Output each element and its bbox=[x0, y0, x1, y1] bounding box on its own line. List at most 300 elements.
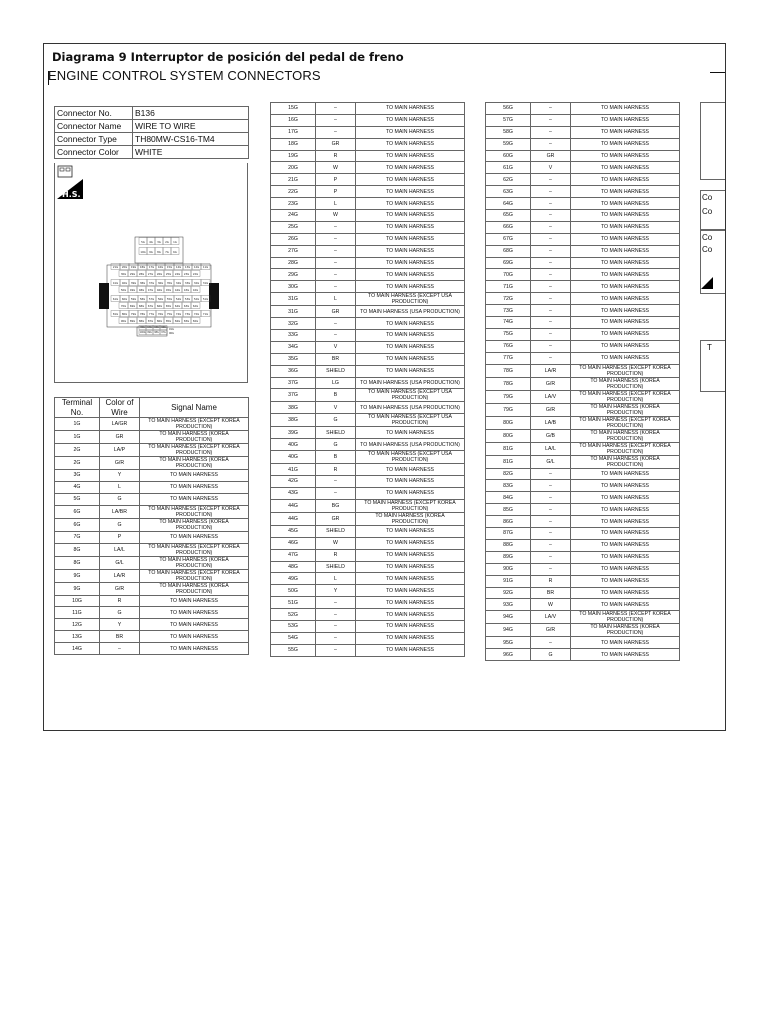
terminal-cell: 10G bbox=[55, 595, 100, 607]
wire-color-cell: R bbox=[531, 575, 571, 587]
pin-label: 89G bbox=[129, 320, 136, 323]
wire-color-cell: R bbox=[316, 549, 356, 561]
pin-label: 60G bbox=[121, 298, 128, 301]
signal-name-cell: TO MAIN HARNESS bbox=[571, 480, 680, 492]
terminal-cell: 1G bbox=[55, 418, 100, 431]
wire-color-cell: BR bbox=[100, 631, 140, 643]
signal-name-cell: TO MAIN HARNESS (KOREA PRODUCTION) bbox=[140, 457, 249, 470]
pin-label: 14G bbox=[175, 266, 182, 269]
terminal-cell: 5G bbox=[55, 493, 100, 505]
wire-color-cell: – bbox=[531, 221, 571, 233]
terminal-cell: 84G bbox=[486, 492, 531, 504]
terminal-cell: 77G bbox=[486, 352, 531, 364]
wire-color-cell: LA/V bbox=[531, 611, 571, 624]
signal-name-cell: TO MAIN HARNESS bbox=[356, 487, 465, 499]
terminal-cell: 71G bbox=[486, 281, 531, 293]
wire-color-cell: – bbox=[531, 563, 571, 575]
pin-label: 57G bbox=[148, 298, 155, 301]
cut-off-table bbox=[700, 340, 726, 392]
terminal-cell: 16G bbox=[271, 114, 316, 126]
pin-label: 72G bbox=[193, 313, 200, 316]
signal-name-cell: TO MAIN HARNESS (EXCEPT USA PRODUCTION) bbox=[356, 451, 465, 464]
table-row bbox=[486, 624, 680, 637]
terminal-cell: 70G bbox=[486, 269, 531, 281]
pin-label: 6G bbox=[173, 251, 177, 254]
page-title-spanish: Diagrama 9 Interruptor de posición del pedal de freno bbox=[52, 50, 404, 64]
table-row bbox=[486, 245, 680, 257]
terminal-header: Terminal No. bbox=[55, 398, 100, 418]
pin-label: 16G bbox=[157, 266, 164, 269]
wire-color-cell: Y bbox=[100, 470, 140, 482]
table-row bbox=[55, 595, 249, 607]
signal-name-cell: TO MAIN HARNESS (EXCEPT KOREA PRODUCTION) bbox=[140, 569, 249, 582]
wire-color-cell: – bbox=[316, 257, 356, 269]
terminal-cell: 81G bbox=[486, 455, 531, 468]
signal-name-cell: TO MAIN HARNESS bbox=[356, 221, 465, 233]
signal-name-cell: TO MAIN HARNESS bbox=[571, 587, 680, 599]
table-row bbox=[55, 631, 249, 643]
wire-color-cell: SHIELD bbox=[316, 525, 356, 537]
terminal-cell: 92G bbox=[486, 587, 531, 599]
wire-color-cell: – bbox=[531, 340, 571, 352]
signal-name-cell: TO MAIN HARNESS bbox=[356, 103, 465, 115]
terminal-cell: 89G bbox=[486, 551, 531, 563]
info-label: Connector Color bbox=[55, 146, 133, 159]
terminal-cell: 8G bbox=[55, 543, 100, 556]
table-row bbox=[271, 499, 465, 512]
terminal-cell: 49G bbox=[271, 573, 316, 585]
terminal-cell: 41G bbox=[271, 464, 316, 476]
wire-color-cell: – bbox=[316, 233, 356, 245]
wire-color-cell: – bbox=[316, 221, 356, 233]
wire-color-cell: – bbox=[316, 476, 356, 488]
pin-label: 30G bbox=[120, 273, 127, 276]
table-row bbox=[271, 451, 465, 464]
signal-name-cell: TO MAIN HARNESS bbox=[140, 631, 249, 643]
wire-color-cell: LA/BR bbox=[100, 505, 140, 518]
wire-color-cell: – bbox=[531, 293, 571, 305]
connector-info-row bbox=[55, 107, 249, 120]
wire-color-cell: R bbox=[100, 595, 140, 607]
table-row bbox=[271, 162, 465, 174]
wire-color-cell: – bbox=[316, 609, 356, 621]
terminal-cell: 80G bbox=[486, 429, 531, 442]
table-row bbox=[486, 468, 680, 480]
signal-name-cell: TO MAIN HARNESS (KOREA PRODUCTION) bbox=[571, 403, 680, 416]
signal-name-cell: TO MAIN HARNESS bbox=[571, 539, 680, 551]
signal-name-cell: TO MAIN HARNESS bbox=[571, 126, 680, 138]
pin-label: 66G bbox=[156, 305, 163, 308]
terminal-cell: 75G bbox=[486, 328, 531, 340]
connector-info-row bbox=[55, 120, 249, 133]
signal-name-cell: TO MAIN HARNESS bbox=[356, 330, 465, 342]
table-row bbox=[486, 516, 680, 528]
table-row bbox=[486, 138, 680, 150]
signal-name-cell: TO MAIN HARNESS bbox=[356, 114, 465, 126]
pin-label: 78G bbox=[139, 313, 146, 316]
table-row bbox=[486, 233, 680, 245]
wire-color-cell: – bbox=[531, 114, 571, 126]
wire-color-cell: G bbox=[316, 414, 356, 427]
signal-name-cell: TO MAIN HARNESS (EXCEPT KOREA PRODUCTION) bbox=[571, 611, 680, 624]
terminal-cell: 61G bbox=[486, 162, 531, 174]
terminal-cell: 69G bbox=[486, 257, 531, 269]
signal-name-cell: TO MAIN HARNESS bbox=[356, 257, 465, 269]
signal-name-cell: TO MAIN HARNESS bbox=[356, 138, 465, 150]
wire-color-cell: LA/L bbox=[100, 543, 140, 556]
wire-color-cell: – bbox=[531, 126, 571, 138]
wire-color-cell: LA/V bbox=[531, 390, 571, 403]
signal-name-cell: TO MAIN HARNESS bbox=[356, 198, 465, 210]
pin-label: 23G bbox=[183, 273, 190, 276]
table-row bbox=[271, 293, 465, 306]
wire-color-cell: SHIELD bbox=[316, 365, 356, 377]
signal-name-cell: TO MAIN HARNESS bbox=[571, 649, 680, 661]
pin-label: 46G bbox=[156, 289, 163, 292]
table-row bbox=[486, 377, 680, 390]
table-row bbox=[486, 551, 680, 563]
pin-label: 74G bbox=[175, 313, 182, 316]
table-row bbox=[271, 174, 465, 186]
terminal-cell: 82G bbox=[486, 468, 531, 480]
signal-name-cell: TO MAIN HARNESS (KOREA PRODUCTION) bbox=[140, 431, 249, 444]
signal-name-cell: TO MAIN HARNESS bbox=[356, 561, 465, 573]
pin-label: 48G bbox=[138, 289, 145, 292]
pin-label: 45G bbox=[165, 289, 172, 292]
wire-color-cell: L bbox=[316, 198, 356, 210]
wire-color-cell: – bbox=[531, 551, 571, 563]
cut-off-text: T bbox=[707, 343, 712, 352]
terminal-cell: 4G bbox=[55, 481, 100, 493]
pin-label: 64G bbox=[174, 305, 181, 308]
signal-name-cell: TO MAIN HARNESS bbox=[356, 210, 465, 222]
terminal-cell: 40G bbox=[271, 451, 316, 464]
pin-label: 1G bbox=[173, 241, 177, 244]
pin-label: 84G bbox=[174, 320, 181, 323]
wire-color-cell: – bbox=[531, 528, 571, 540]
pin-label: 12G bbox=[193, 266, 200, 269]
wire-color-cell: G bbox=[100, 607, 140, 619]
signal-name-cell: TO MAIN HARNESS bbox=[356, 620, 465, 632]
table-row bbox=[486, 575, 680, 587]
wire-color-cell: P bbox=[316, 186, 356, 198]
table-row bbox=[486, 174, 680, 186]
table-row bbox=[271, 306, 465, 318]
wire-color-cell: – bbox=[316, 487, 356, 499]
table-row bbox=[486, 293, 680, 305]
table-row bbox=[55, 518, 249, 531]
pin-label: 71G bbox=[202, 313, 209, 316]
wire-color-cell: – bbox=[531, 492, 571, 504]
table-row bbox=[271, 186, 465, 198]
terminal-cell: 74G bbox=[486, 317, 531, 329]
pin-label: 69G bbox=[129, 305, 136, 308]
signal-name-cell: TO MAIN HARNESS bbox=[356, 318, 465, 330]
pin-label: 33G bbox=[184, 282, 191, 285]
signal-name-cell: TO MAIN HARNESS (KOREA PRODUCTION) bbox=[140, 582, 249, 595]
pin-label: 65G bbox=[165, 305, 172, 308]
signal-name-cell: TO MAIN HARNESS (KOREA PRODUCTION) bbox=[140, 556, 249, 569]
signal-name-cell: TO MAIN HARNESS bbox=[140, 531, 249, 543]
pin-label: 18G bbox=[139, 266, 146, 269]
terminal-cell: 12G bbox=[55, 619, 100, 631]
terminal-cell: 46G bbox=[271, 537, 316, 549]
signal-name-cell: TO MAIN HARNESS (EXCEPT KOREA PRODUCTION) bbox=[356, 499, 465, 512]
table-row bbox=[55, 481, 249, 493]
wire-color-cell: W bbox=[316, 162, 356, 174]
terminal-cell: 3G bbox=[55, 470, 100, 482]
table-row bbox=[271, 464, 465, 476]
table-row bbox=[55, 619, 249, 631]
wire-color-cell: – bbox=[316, 103, 356, 115]
signal-name-cell: TO MAIN HARNESS (USA PRODUCTION) bbox=[356, 402, 465, 414]
pin-label: 85G bbox=[165, 320, 172, 323]
table-row bbox=[55, 431, 249, 444]
terminal-cell: 22G bbox=[271, 186, 316, 198]
signal-name-cell: TO MAIN HARNESS bbox=[356, 609, 465, 621]
signal-name-cell: TO MAIN HARNESS bbox=[356, 150, 465, 162]
connector-info-row bbox=[55, 133, 249, 146]
terminal-cell: 23G bbox=[271, 198, 316, 210]
pin-label: 79G bbox=[130, 313, 137, 316]
signal-name-cell: TO MAIN HARNESS (EXCEPT KOREA PRODUCTION) bbox=[571, 442, 680, 455]
wire-color-cell: Y bbox=[316, 585, 356, 597]
table-row bbox=[271, 138, 465, 150]
pin-label: 21G bbox=[112, 266, 119, 269]
signal-name-cell: TO MAIN HARNESS bbox=[571, 281, 680, 293]
wire-color-cell: B bbox=[316, 451, 356, 464]
signal-name-cell: TO MAIN HARNESS bbox=[571, 516, 680, 528]
wire-color-cell: – bbox=[100, 643, 140, 655]
info-value: B136 bbox=[133, 107, 249, 120]
terminal-cell: 90G bbox=[486, 563, 531, 575]
signal-name-cell: TO MAIN HARNESS bbox=[356, 186, 465, 198]
signal-name-cell: TO MAIN HARNESS bbox=[140, 493, 249, 505]
pin-label: 62G bbox=[192, 305, 199, 308]
table-row bbox=[271, 126, 465, 138]
signal-name-cell: TO MAIN HARNESS (KOREA PRODUCTION) bbox=[571, 429, 680, 442]
wire-color-cell: – bbox=[531, 245, 571, 257]
table-row bbox=[486, 539, 680, 551]
terminal-cell: 6G bbox=[55, 518, 100, 531]
pin-label: 2G bbox=[165, 241, 169, 244]
signal-name-cell: TO MAIN HARNESS bbox=[356, 476, 465, 488]
signal-name-cell: TO MAIN HARNESS bbox=[356, 245, 465, 257]
signal-name-cell: TO MAIN HARNESS bbox=[571, 138, 680, 150]
table-row bbox=[271, 512, 465, 525]
wire-color-cell: G/R bbox=[531, 624, 571, 637]
terminal-cell: 88G bbox=[486, 539, 531, 551]
table-row bbox=[486, 221, 680, 233]
signal-name-cell: TO MAIN HARNESS (EXCEPT KOREA PRODUCTION) bbox=[571, 390, 680, 403]
table-row bbox=[271, 221, 465, 233]
wire-color-cell: – bbox=[316, 281, 356, 293]
wire-color-cell: – bbox=[531, 257, 571, 269]
table-row bbox=[486, 504, 680, 516]
pin-label: 25G bbox=[165, 273, 172, 276]
pin-label: 75G bbox=[166, 313, 173, 316]
signal-name-cell: TO MAIN HARNESS bbox=[571, 575, 680, 587]
table-row bbox=[486, 587, 680, 599]
pin-label: 17G bbox=[148, 266, 155, 269]
wire-color-cell: – bbox=[316, 269, 356, 281]
terminal-cell: 39G bbox=[271, 427, 316, 439]
terminal-cell: 27G bbox=[271, 245, 316, 257]
table-row bbox=[486, 126, 680, 138]
signal-name-cell: TO MAIN HARNESS bbox=[571, 174, 680, 186]
wire-color-cell: – bbox=[531, 269, 571, 281]
pin-label: 51G bbox=[202, 298, 209, 301]
signal-name-cell: TO MAIN HARNESS bbox=[571, 221, 680, 233]
signal-name-cell: TO MAIN HARNESS bbox=[571, 528, 680, 540]
pin-label: 24G bbox=[174, 273, 181, 276]
pin-label: 68G bbox=[138, 305, 145, 308]
signal-name-cell: TO MAIN HARNESS (EXCEPT KOREA PRODUCTION) bbox=[571, 364, 680, 377]
wire-color-cell: W bbox=[531, 599, 571, 611]
info-value: WIRE TO WIRE bbox=[133, 120, 249, 133]
wire-color-cell: P bbox=[100, 531, 140, 543]
signal-name-cell: TO MAIN HARNESS bbox=[356, 597, 465, 609]
wire-color-cell: – bbox=[531, 138, 571, 150]
signal-name-cell: TO MAIN HARNESS bbox=[356, 269, 465, 281]
pin-label: 88G bbox=[138, 320, 145, 323]
table-row bbox=[271, 402, 465, 414]
pin-label: 7G bbox=[165, 251, 169, 254]
cut-off-text: Co bbox=[702, 193, 713, 202]
table-row bbox=[271, 487, 465, 499]
table-row bbox=[271, 318, 465, 330]
wire-color-cell: – bbox=[531, 103, 571, 115]
wire-color-cell: GR bbox=[316, 138, 356, 150]
pin-label: 13G bbox=[184, 266, 191, 269]
table-row bbox=[271, 585, 465, 597]
signal-name-cell: TO MAIN HARNESS (KOREA PRODUCTION) bbox=[571, 455, 680, 468]
table-row bbox=[55, 457, 249, 470]
cut-off-text: Co bbox=[702, 207, 713, 216]
signal-name-cell: TO MAIN HARNESS (KOREA PRODUCTION) bbox=[571, 624, 680, 637]
signal-name-cell: TO MAIN HARNESS bbox=[356, 464, 465, 476]
terminal-cell: 65G bbox=[486, 210, 531, 222]
signal-name-cell: TO MAIN HARNESS bbox=[571, 245, 680, 257]
signal-name-cell: TO MAIN HARNESS bbox=[571, 114, 680, 126]
wire-color-cell: G bbox=[100, 518, 140, 531]
wire-color-cell: R bbox=[316, 150, 356, 162]
wire-color-cell: LA/R bbox=[100, 569, 140, 582]
wire-color-cell: – bbox=[531, 210, 571, 222]
signal-name-cell: TO MAIN HARNESS bbox=[356, 233, 465, 245]
table-row bbox=[486, 599, 680, 611]
pin-label: 52G bbox=[193, 298, 200, 301]
signal-name-cell: TO MAIN HARNESS (EXCEPT KOREA PRODUCTION) bbox=[140, 418, 249, 431]
wire-color-cell: G/L bbox=[100, 556, 140, 569]
table-row bbox=[486, 390, 680, 403]
signal-name-cell: TO MAIN HARNESS bbox=[140, 595, 249, 607]
signal-name-cell: TO MAIN HARNESS bbox=[571, 468, 680, 480]
terminal-cell: 45G bbox=[271, 525, 316, 537]
terminal-cell: 94G bbox=[486, 611, 531, 624]
signal-name-cell: TO MAIN HARNESS (USA PRODUCTION) bbox=[356, 439, 465, 451]
signal-name-cell: TO MAIN HARNESS bbox=[356, 162, 465, 174]
pin-label: 81G bbox=[112, 313, 119, 316]
table-row bbox=[271, 150, 465, 162]
signal-name-cell: TO MAIN HARNESS bbox=[140, 607, 249, 619]
terminal-cell: 47G bbox=[271, 549, 316, 561]
cut-off-info bbox=[700, 230, 726, 294]
signal-name-cell: TO MAIN HARNESS bbox=[571, 340, 680, 352]
signal-name-cell: TO MAIN HARNESS bbox=[571, 305, 680, 317]
terminal-cell: 33G bbox=[271, 330, 316, 342]
wire-color-cell: – bbox=[316, 644, 356, 656]
terminal-cell: 87G bbox=[486, 528, 531, 540]
signal-name-cell: TO MAIN HARNESS bbox=[356, 573, 465, 585]
wire-color-cell: BG bbox=[316, 499, 356, 512]
pin-label: 5G bbox=[141, 241, 145, 244]
pin-label: 70G bbox=[120, 305, 127, 308]
table-row bbox=[486, 305, 680, 317]
pin-label: 55G bbox=[166, 298, 173, 301]
signal-name-cell: TO MAIN HARNESS (EXCEPT USA PRODUCTION) bbox=[356, 414, 465, 427]
terminal-cell: 62G bbox=[486, 174, 531, 186]
signal-name-cell: TO MAIN HARNESS bbox=[571, 563, 680, 575]
table-row bbox=[486, 442, 680, 455]
table-row bbox=[55, 505, 249, 518]
pin-label: 36G bbox=[157, 282, 164, 285]
pin-label: 11G bbox=[202, 266, 209, 269]
terminal-cell: 85G bbox=[486, 504, 531, 516]
terminal-cell: 31G bbox=[271, 306, 316, 318]
wire-color-cell: BR bbox=[531, 587, 571, 599]
wire-color-cell: LA/R bbox=[531, 364, 571, 377]
wire-color-cell: G bbox=[316, 439, 356, 451]
signal-name-cell: TO MAIN HARNESS bbox=[571, 352, 680, 364]
signal-name-cell: TO MAIN HARNESS (EXCEPT KOREA PRODUCTION) bbox=[140, 505, 249, 518]
signal-name-cell: TO MAIN HARNESS bbox=[571, 492, 680, 504]
pin-label: 43G bbox=[183, 289, 190, 292]
table-row bbox=[55, 531, 249, 543]
terminal-cell: 32G bbox=[271, 318, 316, 330]
signal-name-cell: TO MAIN HARNESS bbox=[356, 585, 465, 597]
pin-label: 91G bbox=[169, 328, 174, 331]
pin-label: 31G bbox=[202, 282, 209, 285]
terminal-cell: 81G bbox=[486, 442, 531, 455]
wire-color-cell: G/R bbox=[100, 457, 140, 470]
terminal-cell: 91G bbox=[486, 575, 531, 587]
terminal-cell: 86G bbox=[486, 516, 531, 528]
pin-label: 63G bbox=[183, 305, 190, 308]
page-title-english: ENGINE CONTROL SYSTEM CONNECTORS bbox=[48, 68, 321, 83]
terminal-cell: 38G bbox=[271, 414, 316, 427]
table-row bbox=[271, 281, 465, 293]
terminal-cell: 26G bbox=[271, 233, 316, 245]
terminal-cell: 9G bbox=[55, 582, 100, 595]
terminal-cell: 42G bbox=[271, 476, 316, 488]
table-row bbox=[486, 257, 680, 269]
table-row bbox=[271, 644, 465, 656]
terminal-cell: 37G bbox=[271, 389, 316, 402]
table-row bbox=[486, 352, 680, 364]
pin-label: 8G bbox=[157, 251, 161, 254]
signal-name-cell: TO MAIN HARNESS bbox=[356, 525, 465, 537]
table-row bbox=[55, 493, 249, 505]
terminal-cell: 34G bbox=[271, 341, 316, 353]
wire-color-cell: W bbox=[316, 537, 356, 549]
pin-label: 26G bbox=[156, 273, 163, 276]
table-row bbox=[55, 643, 249, 655]
terminal-cell: 66G bbox=[486, 221, 531, 233]
terminal-cell: 96G bbox=[486, 649, 531, 661]
table-row bbox=[271, 114, 465, 126]
wire-color-cell: – bbox=[316, 330, 356, 342]
